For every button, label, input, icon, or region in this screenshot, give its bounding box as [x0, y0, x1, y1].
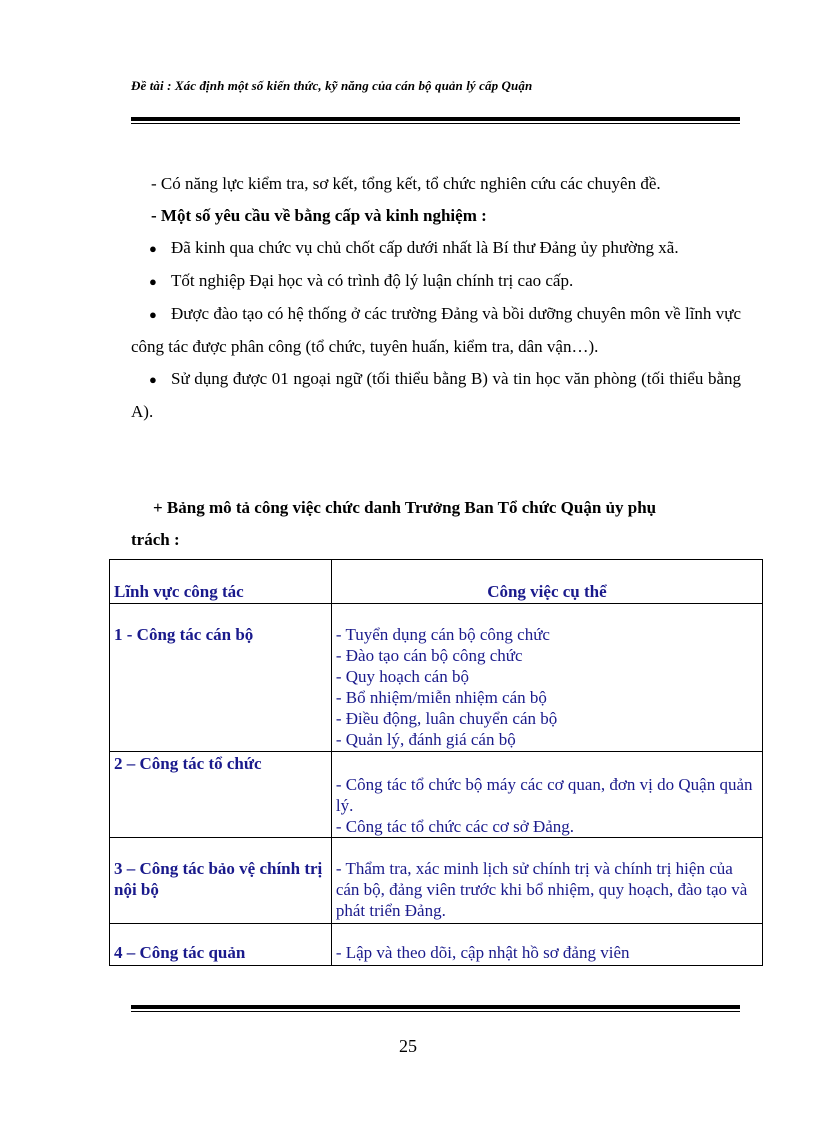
row-tasks	[331, 604, 762, 752]
column-header-tasks: Công việc cụ thể	[331, 560, 762, 604]
table-row	[110, 838, 763, 924]
list-item: ● Tốt nghiệp Đại học và có trình độ lý luận chính trị cao cấp.	[149, 271, 574, 290]
table-row	[110, 752, 763, 838]
list-item-text: Sử dụng được 01 ngoại ngữ (tối thiểu bằng B) và tin học văn phòng (tối thiểu bằng A).	[131, 369, 741, 421]
table-row	[110, 604, 763, 752]
row-field: 4 – Công tác quản	[110, 924, 332, 966]
requirements-subheading: - Một số yêu cầu về bằng cấp và kinh nghiệm :	[151, 206, 487, 225]
table-header-row	[110, 560, 763, 604]
list-item-text: Tốt nghiệp Đại học và có trình độ lý luận chính trị cao cấp.	[171, 271, 574, 290]
row-tasks	[331, 752, 762, 838]
table-heading-line-1: + Bảng mô tả công việc chức danh Trưởng Ban Tổ chức Quận ủy phụ	[153, 498, 657, 517]
task-line: - Điều động, luân chuyển cán bộ	[335, 709, 558, 728]
task-line: - Công tác tổ chức bộ máy các cơ quan, đơn vị do Quận quản lý.	[335, 775, 753, 815]
table-heading-line-2: trách :	[131, 530, 180, 549]
body-text	[131, 168, 741, 428]
job-description-table	[109, 559, 763, 966]
row-tasks	[331, 924, 762, 966]
list-item: ● Sử dụng được 01 ngoại ngữ (tối thiểu bằng B) và tin học văn phòng (tối thiểu bằng A).	[131, 369, 741, 421]
competency-line: - Có năng lực kiểm tra, sơ kết, tổng kết, tổ chức nghiên cứu các chuyên đề.	[151, 174, 661, 193]
task-line: - Tuyển dụng cán bộ công chức	[335, 625, 550, 644]
header-rule	[131, 117, 740, 124]
column-header-field: Lĩnh vực công tác	[110, 560, 332, 604]
task-line: - Công tác tổ chức các cơ sở Đảng.	[335, 817, 575, 836]
document-header-title: Đề tài : Xác định một số kiến thức, kỹ năng của cán bộ quản lý cấp Quận	[131, 78, 533, 93]
task-line: - Bổ nhiệm/miễn nhiệm cán bộ	[335, 688, 547, 707]
task-line: - Đào tạo cán bộ công chức	[335, 646, 523, 665]
list-item-text: Đã kinh qua chức vụ chủ chốt cấp dưới nhất là Bí thư Đảng ủy phường xã.	[171, 238, 679, 257]
footer-rule	[131, 1005, 740, 1012]
task-line: - Thẩm tra, xác minh lịch sử chính trị và chính trị hiện của cán bộ, đảng viên trước khi bổ nhiệm, quy hoạch, đào tạo và phát triển Đảng.	[335, 859, 748, 920]
task-line: - Lập và theo dõi, cập nhật hồ sơ đảng viên	[335, 943, 630, 962]
list-item: ● Được đào tạo có hệ thống ở các trường Đảng và bồi dưỡng chuyên môn về lĩnh vực công tác được phân công (tổ chức, tuyên huấn, kiểm tra, dân vận…).	[131, 304, 741, 356]
task-line: - Quy hoạch cán bộ	[335, 667, 469, 686]
row-field: 2 – Công tác tổ chức	[110, 752, 332, 838]
row-field: 1 - Công tác cán bộ	[110, 604, 332, 752]
task-line: - Quản lý, đánh giá cán bộ	[335, 730, 516, 749]
list-item-text: Được đào tạo có hệ thống ở các trường Đảng và bồi dưỡng chuyên môn về lĩnh vực công tác được phân công (tổ chức, tuyên huấn, kiểm tra, dân vận…).	[131, 304, 741, 356]
row-tasks	[331, 838, 762, 924]
page-number: 25	[399, 1036, 417, 1056]
row-field: 3 – Công tác bảo vệ chính trị nội bộ	[110, 838, 332, 924]
list-item: ● Đã kinh qua chức vụ chủ chốt cấp dưới nhất là Bí thư Đảng ủy phường xã.	[149, 238, 679, 257]
table-row	[110, 924, 763, 966]
